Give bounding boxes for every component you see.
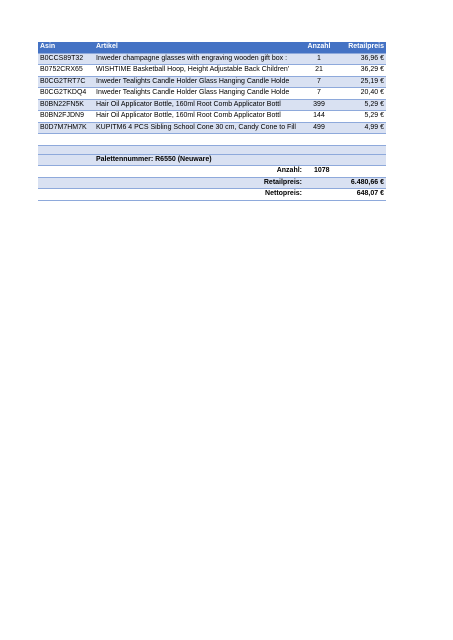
netto-label: Nettopreis: [94,189,304,201]
table-row [38,53,386,65]
cell-asin: B0CG2TRT7C [38,76,94,88]
table-row [38,111,386,123]
cell-retailpreis: 20,40 € [334,88,386,100]
header-anzahl: Anzahl [304,42,334,53]
cell-retailpreis: 36,29 € [334,65,386,77]
header-asin: Asin [38,42,94,53]
cell-asin: B0CCS89T32 [38,53,94,65]
cell-artikel: KUPITM6 4 PCS Sibling School Cone 30 cm, Candy Cone to Fill [94,122,304,134]
cell-asin: B0CG2TKDQ4 [38,88,94,100]
netto-value: 648,07 € [334,189,386,201]
header-artikel: Artikel [94,42,304,53]
retail-value: 6.480,66 € [334,177,386,189]
cell-anzahl: 7 [304,88,334,100]
cell-anzahl: 399 [304,99,334,111]
cell-retailpreis: 25,19 € [334,76,386,88]
cell-artikel: Inweder Tealights Candle Holder Glass Hanging Candle Holde [94,76,304,88]
cell-asin: B0D7M7HM7K [38,122,94,134]
cell-retailpreis: 36,96 € [334,53,386,65]
spacer-row [38,145,386,154]
retail-label: Retailpreis: [94,177,304,189]
cell-anzahl: 7 [304,76,334,88]
summary-retail-row [38,177,386,189]
cell-artikel: Inweder Tealights Candle Holder Glass Hanging Candle Holde [94,88,304,100]
cell-asin: B0BN2FJDN9 [38,111,94,123]
table-row [38,99,386,111]
cell-anzahl: 1 [304,53,334,65]
cell-artikel: Hair Oil Applicator Bottle, 160ml Root Comb Applicator Bottl [94,99,304,111]
cell-retailpreis: 5,29 € [334,99,386,111]
cell-artikel: Inweder champagne glasses with engraving wooden gift box : [94,53,304,65]
cell-artikel: WISHTIME Basketball Hoop, Height Adjustable Back Children' [94,65,304,77]
cell-anzahl: 21 [304,65,334,77]
product-table [38,42,386,201]
summary-anzahl-row [38,166,386,178]
header-retailpreis: Retailpreis [334,42,386,53]
table-row [38,65,386,77]
cell-asin: B0BN22FN5K [38,99,94,111]
cell-anzahl: 499 [304,122,334,134]
table-row [38,122,386,134]
table-header-row [38,42,386,53]
anzahl-label: Anzahl: [94,166,304,178]
cell-anzahl: 144 [304,111,334,123]
cell-artikel: Hair Oil Applicator Bottle, 160ml Root Comb Applicator Bottl [94,111,304,123]
cell-asin: B0752CRX65 [38,65,94,77]
cell-retailpreis: 4,99 € [334,122,386,134]
empty-row [38,134,386,146]
palette-label: Palettennummer: R6550 (Neuware) [94,154,386,166]
anzahl-value: 1078 [304,166,386,178]
palette-row [38,154,386,166]
table-row [38,88,386,100]
cell-retailpreis: 5,29 € [334,111,386,123]
summary-netto-row [38,189,386,201]
table-row [38,76,386,88]
